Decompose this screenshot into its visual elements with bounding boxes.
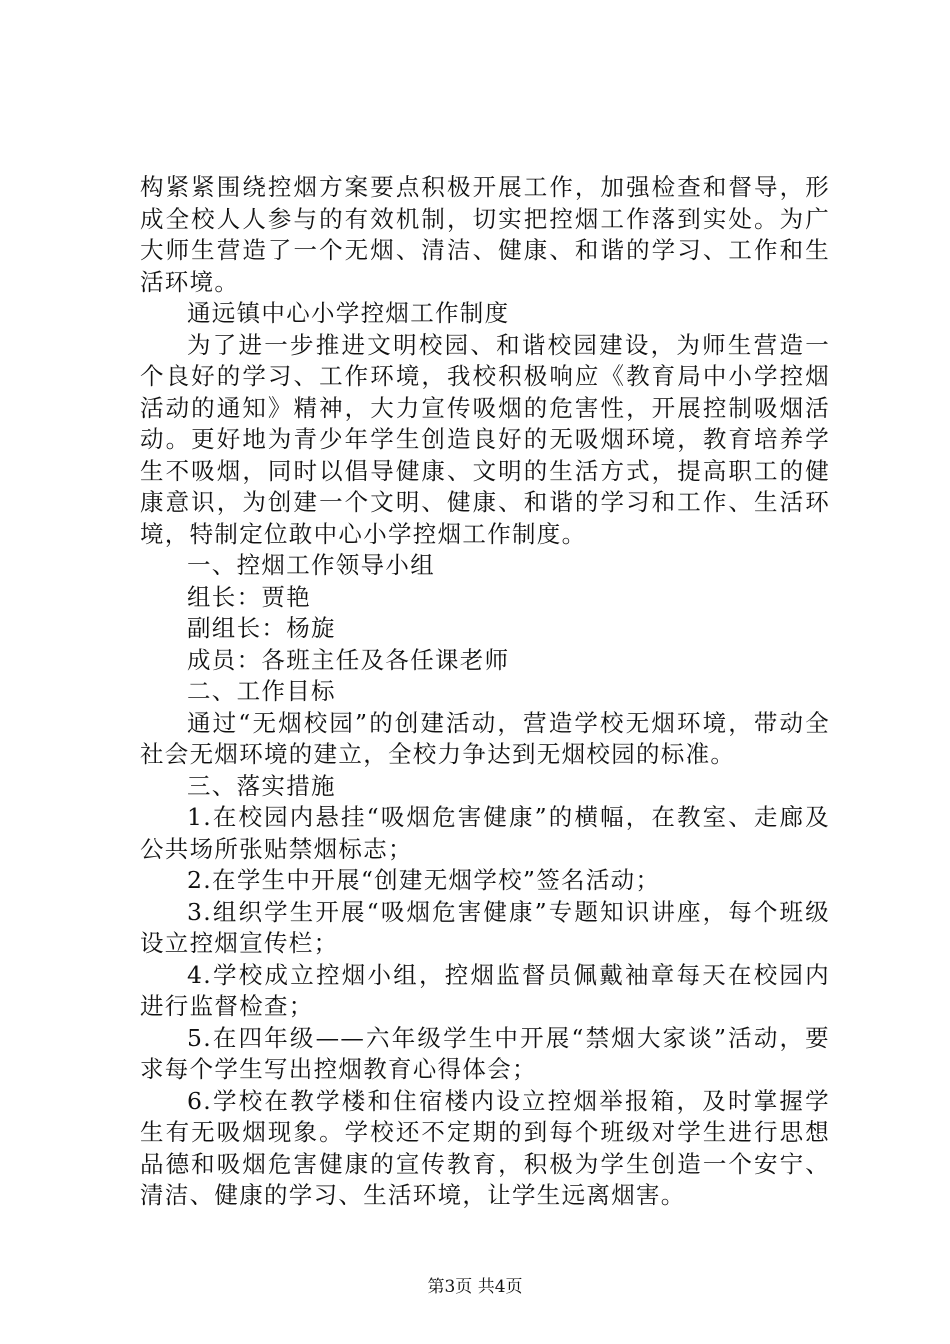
document-body bbox=[140, 172, 830, 1212]
measure-item: 2.在学生中开展“创建无烟学校”签名活动； bbox=[187, 866, 661, 894]
measure-item: 5.在四年级——六年级学生中开展“禁烟大家谈”活动，要求每个学生写出控烟教育心得体会； bbox=[140, 1023, 830, 1083]
measure-item: 1.在校园内悬挂“吸烟危害健康”的横幅，在教室、走廊及公共场所张贴禁烟标志； bbox=[140, 803, 830, 863]
paragraph: 通过“无烟校园”的创建活动，营造学校无烟环境，带动全社会无烟环境的建立，全校力争达到无烟校园的标准。 bbox=[140, 708, 830, 768]
measure-item: 4.学校成立控烟小组，控烟监督员佩戴袖章每天在校园内进行监督检查； bbox=[140, 960, 830, 1020]
heading-goals: 二、工作目标 bbox=[187, 677, 336, 705]
group-leader: 组长：贾艳 bbox=[187, 582, 311, 611]
section-title: 通远镇中心小学控烟工作制度 bbox=[187, 299, 510, 327]
measure-item: 3.组织学生开展“吸烟危害健康”专题知识讲座，每个班级设立控烟宣传栏； bbox=[140, 897, 830, 957]
paragraph: 为了进一步推进文明校园、和谐校园建设，为师生营造一个良好的学习、工作环境，我校积极响应《教育局中小学控烟活动的通知》精神，大力宣传吸烟的危害性，开展控制吸烟活动。更好地为青少年学生创造良好的无吸烟环境，教育培养学生不吸烟，同时以倡导健康、文明的生活方式，提高职工的健康意识，为创建一个文明、健康、和谐的学习和工作、生活环境，特制定位敢中心小学控烟工作制度。 bbox=[140, 330, 830, 548]
heading-leadership-group: 一、控烟工作领导小组 bbox=[187, 551, 435, 579]
measure-item: 6.学校在教学楼和住宿楼内设立控烟举报箱，及时掌握学生有无吸烟现象。学校还不定期的到每个班级对学生进行思想品德和吸烟危害健康的宣传教育，积极为学生创造一个安宁、清洁、健康的学习、生活环境，让学生远离烟害。 bbox=[140, 1086, 830, 1209]
deputy-leader: 副组长：杨旋 bbox=[187, 614, 336, 642]
paragraph: 构紧紧围绕控烟方案要点积极开展工作，加强检查和督导，形成全校人人参与的有效机制，切实把控烟工作落到实处。为广大师生营造了一个无烟、清洁、健康、和谐的学习、工作和生活环境。 bbox=[140, 173, 830, 296]
heading-measures: 三、落实措施 bbox=[187, 771, 336, 800]
page-number-footer: 第3页 共4页 bbox=[427, 1277, 523, 1297]
members: 成员：各班主任及各任课老师 bbox=[187, 645, 510, 674]
